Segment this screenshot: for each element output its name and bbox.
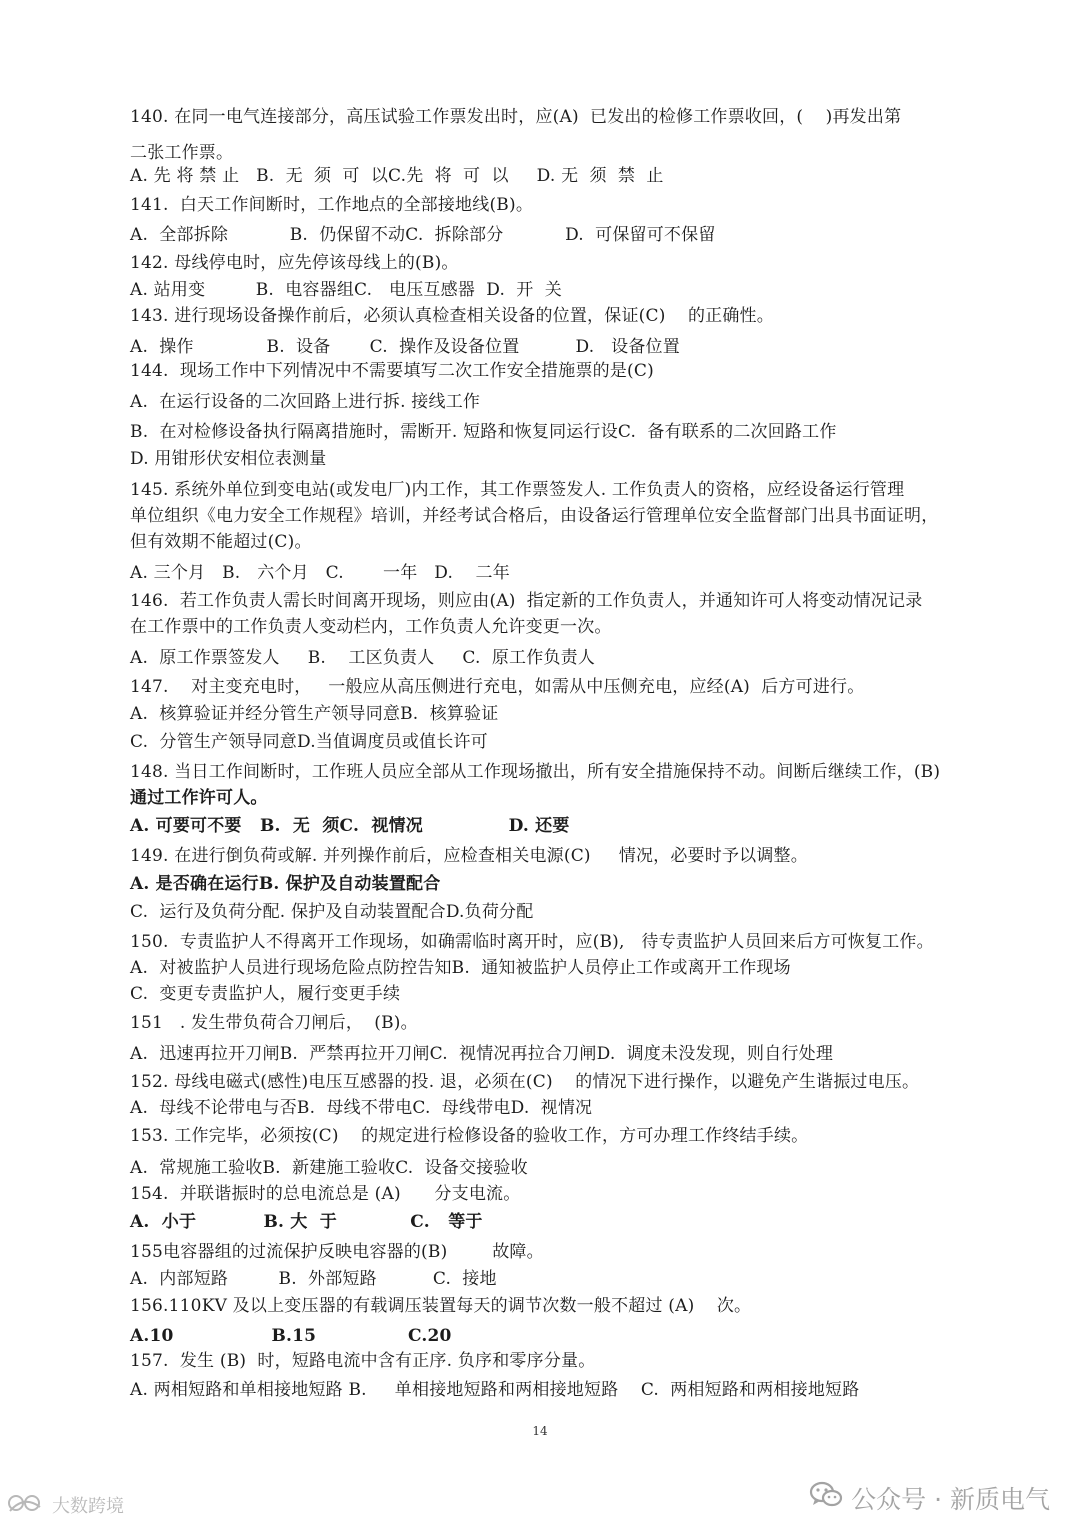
question-line: 但有效期不能超过(C)。: [130, 532, 312, 552]
question-line: 141. 白天工作间断时，工作地点的全部接地线(B)。: [130, 195, 534, 215]
watermark-account-text: 公众号 · 新质电气: [851, 1485, 1050, 1514]
question-line: D. 用钳形伏安相位表测量: [130, 449, 327, 469]
question-line: 153. 工作完毕，必须按(C) 的规定进行检修设备的验收工作，方可办理工作终结手续。: [130, 1126, 809, 1146]
question-line: A. 在运行设备的二次回路上进行拆. 接线工作: [130, 392, 481, 412]
question-line: 二张工作票。: [130, 143, 234, 163]
watermark-brand: [6, 1490, 124, 1520]
watermark-brand-text: 大数跨境: [52, 1496, 124, 1517]
question-line: 148. 当日工作间断时，工作班人员应全部从工作现场撤出，所有安全措施保持不动。间断后继续工作，(B): [130, 762, 941, 782]
question-line: C. 变更专责监护人，履行变更手续: [130, 984, 401, 1004]
question-line: A. 小于 B. 大 于 C. 等于: [130, 1212, 483, 1232]
question-line: 155电容器组的过流保护反映电容器的(B) 故障。: [130, 1242, 544, 1262]
question-line: 145. 系统外单位到变电站(或发电厂)内工作，其工作票签发人. 工作负责人的资格，应经设备运行管理: [130, 480, 905, 500]
question-line: 147. 对主变充电时， 一般应从高压侧进行充电，如需从中压侧充电，应经(A) 后方可进行。: [130, 677, 865, 697]
question-line: 143. 进行现场设备操作前后，必须认真检查相关设备的位置，保证(C) 的正确性。: [130, 306, 774, 326]
question-line: A. 核算验证并经分管生产领导同意B. 核算验证: [130, 704, 499, 724]
question-line: 140. 在同一电气连接部分，高压试验工作票发出时，应(A) 已发出的检修工作票收回，( )再发出第: [130, 107, 902, 127]
question-line: 通过工作许可人。: [130, 788, 268, 808]
question-line: A. 三个月 B. 六个月 C. 一年 D. 二年: [130, 563, 510, 583]
question-line: 在工作票中的工作负责人变动栏内，工作负责人允许变更一次。: [130, 617, 612, 637]
question-line: B. 在对检修设备执行隔离措施时，需断开. 短路和恢复同运行设C. 备有联系的二次回路工作: [130, 422, 837, 442]
page-number: 14: [532, 1424, 548, 1438]
wechat-icon: [809, 1480, 843, 1516]
question-line: C. 运行及负荷分配. 保护及自动装置配合D.负荷分配: [130, 902, 534, 922]
question-line: A. 两相短路和单相接地短路 B. 单相接地短路和两相接地短路 C. 两相短路和两相接地短路: [130, 1380, 860, 1400]
question-line: A. 先 将 禁 止 B. 无 须 可 以C.先 将 可 以 D. 无 须 禁 止: [130, 166, 664, 186]
question-line: 156.110KV 及以上变压器的有载调压装置每天的调节次数一般不超过 (A) 次。: [130, 1296, 752, 1316]
question-line: A. 是否确在运行B. 保护及自动装置配合: [130, 874, 441, 894]
watermark-account: [809, 1478, 1050, 1518]
question-line: 152. 母线电磁式(感性)电压互感器的投. 退，必须在(C) 的情况下进行操作，以避免产生谐振过电压。: [130, 1072, 920, 1092]
question-line: 150. 专责监护人不得离开工作现场，如确需临时离开时，应(B), 待专责监护人员回来后方可恢复工作。: [130, 932, 934, 952]
question-line: A. 内部短路 B. 外部短路 C. 接地: [130, 1269, 497, 1289]
question-line: A. 全部拆除 B. 仍保留不动C. 拆除部分 D. 可保留可不保留: [130, 225, 716, 245]
question-line: A. 母线不论带电与否B. 母线不带电C. 母线带电D. 视情况: [130, 1098, 593, 1118]
brand-logo-icon: [6, 1491, 46, 1520]
question-line: 144. 现场工作中下列情况中不需要填写二次工作安全措施票的是(C): [130, 361, 654, 381]
question-line: 151 . 发生带负荷合刀闸后， (B)。: [130, 1013, 418, 1033]
question-line: 146. 若工作负责人需长时间离开现场，则应由(A) 指定新的工作负责人，并通知许可人将变动情况记录: [130, 591, 923, 611]
question-line: A. 原工作票签发人 B. 工区负责人 C. 原工作负责人: [130, 648, 596, 668]
question-line: A. 对被监护人员进行现场危险点防控告知B. 通知被监护人员停止工作或离开工作现场: [130, 958, 791, 978]
question-line: 154. 并联谐振时的总电流总是 (A) 分支电流。: [130, 1184, 521, 1204]
question-line: 142. 母线停电时，应先停该母线上的(B)。: [130, 253, 459, 273]
question-line: A. 可要可不要 B. 无 须C. 视情况 D. 还要: [130, 816, 570, 836]
question-line: 149. 在进行倒负荷或解. 并列操作前后，应检查相关电源(C) 情况，必要时予以调整。: [130, 846, 808, 866]
question-line: 157. 发生 (B) 时，短路电流中含有正序. 负序和零序分量。: [130, 1351, 596, 1371]
question-line: A. 常规施工验收B. 新建施工验收C. 设备交接验收: [130, 1158, 528, 1178]
question-line: A. 操作 B. 设备 C. 操作及设备位置 D. 设备位置: [130, 337, 680, 357]
question-line: A.10 B.15 C.20: [130, 1326, 452, 1346]
question-line: A. 站用变 B. 电容器组C. 电压互感器 D. 开 关: [130, 280, 562, 300]
question-line: A. 迅速再拉开刀闸B. 严禁再拉开刀闸C. 视情况再拉合刀闸D. 调度未没发现，则自行处理: [130, 1044, 834, 1064]
question-line: C. 分管生产领导同意D.当值调度员或值长许可: [130, 732, 488, 752]
question-line: 单位组织《电力安全工作规程》培训，并经考试合格后，由设备运行管理单位安全监督部门出具书面证明，: [130, 506, 939, 526]
